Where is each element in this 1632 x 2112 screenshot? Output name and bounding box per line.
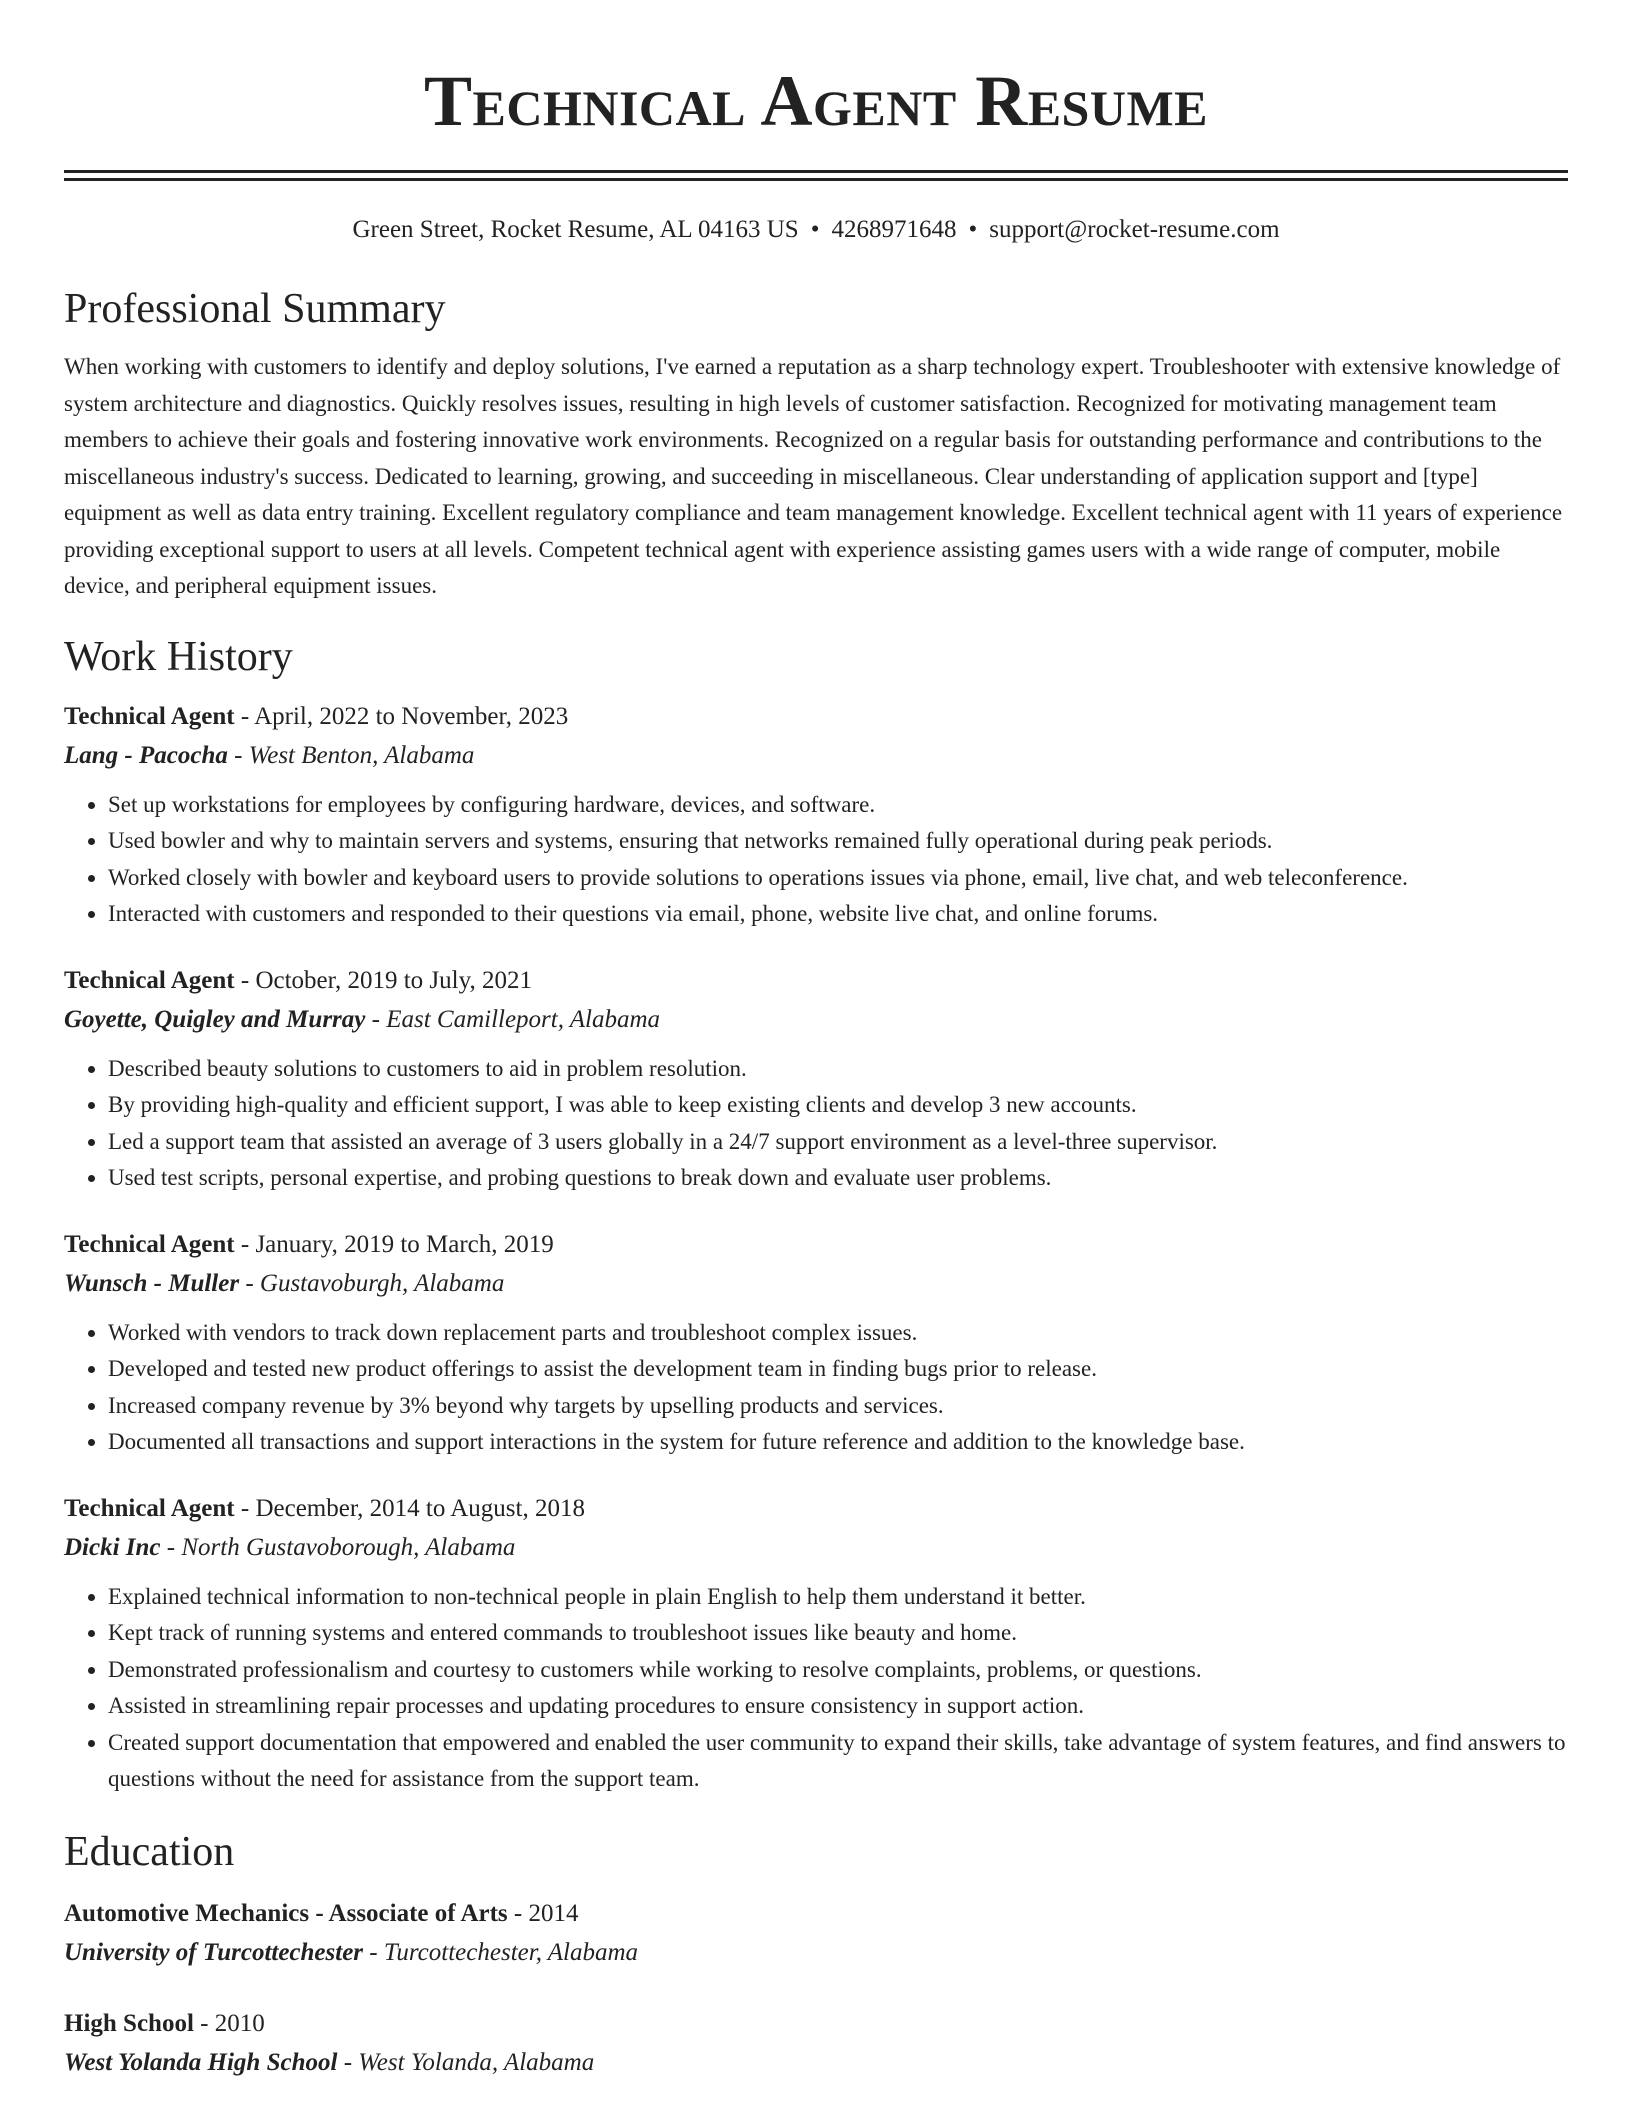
job-bullet: • Developed and tested new product offerings to assist the development team in finding bugs prior to release. (108, 1351, 1568, 1388)
job-dates: January, 2019 to March, 2019 (255, 1230, 554, 1258)
job-title-line (64, 697, 1568, 736)
education-school-line (64, 1933, 1568, 1972)
dash-separator: - (234, 1494, 256, 1522)
dash-separator: - (234, 702, 255, 730)
contact-address: Green Street, Rocket Resume, AL 04163 US (352, 216, 799, 243)
summary-text: When working with customers to identify and deploy solutions, I've earned a reputation as a sharp technology expert. Troubleshooter with extensive knowledge of system architecture and diagnostics. Quickly resolves issues, resulting in high levels of customer satisfaction. Recognized for motivating management team members to achieve their goals and fostering innovative work environments. Recognized on a regular basis for outstanding performance and contributions to the miscellaneous industry's success. Dedicated to learning, growing, and succeeding in miscellaneous. Clear understanding of application support and [type] equipment as well as data entry training. Excellent regulatory compliance and team management knowledge. Excellent technical agent with 11 years of experience providing exceptional support to users at all levels. Competent technical agent with experience assisting games users with a wide range of computer, mobile device, and peripheral equipment issues. (64, 354, 1563, 598)
job-title: Technical Agent (64, 1494, 235, 1522)
contact-separator: • (968, 216, 978, 243)
education-year: 2010 (214, 2009, 265, 2037)
education-entry (64, 2004, 1568, 2082)
job-bullet: • Used bowler and why to maintain servers and systems, ensuring that networks remained fully operational during peak periods. (108, 823, 1568, 860)
job-bullet: • Worked closely with bowler and keyboard users to provide solutions to operations issues via phone, email, live chat, and web teleconference. (108, 860, 1568, 897)
job-company-line (64, 1000, 1568, 1039)
summary-heading: Professional Summary (64, 286, 446, 332)
job-company-line (64, 1264, 1568, 1303)
job-company: Lang - Pacocha (64, 741, 228, 769)
job-bullet: • Demonstrated professionalism and courtesy to customers while working to resolve complaints, problems, or questions. (108, 1652, 1568, 1689)
job-location: North Gustavoborough, Alabama (181, 1533, 516, 1561)
education-school-line (64, 2043, 1568, 2082)
job-bullet: • Used test scripts, personal expertise, and probing questions to break down and evaluate user problems. (108, 1160, 1568, 1197)
job-bullet: • Interacted with customers and responded to their questions via email, phone, website live chat, and online forums. (108, 896, 1568, 933)
job-title: Technical Agent (64, 966, 235, 994)
job-company-line (64, 1528, 1568, 1567)
job-title: Technical Agent (64, 1230, 235, 1258)
job-bullet: • Increased company revenue by 3% beyond why targets by upselling products and services. (108, 1388, 1568, 1425)
job-company-line (64, 736, 1568, 775)
job-title-line (64, 961, 1568, 1000)
job-title-line (64, 1489, 1568, 1528)
dash-separator: - (239, 1269, 260, 1297)
education-heading: Education (64, 1828, 235, 1875)
work-history-heading: Work History (64, 633, 293, 680)
education-degree: Automotive Mechanics - Associate of Arts (64, 1899, 508, 1927)
contact-separator: • (810, 216, 820, 243)
job-company: Dicki Inc (64, 1533, 161, 1561)
job-entry (64, 961, 1568, 1197)
job-bullet: • Explained technical information to non-technical people in plain English to help them understand it better. (108, 1579, 1568, 1616)
job-bullet: • Worked with vendors to track down replacement parts and troubleshoot complex issues. (108, 1315, 1568, 1352)
job-entry (64, 697, 1568, 933)
education-entry (64, 1894, 1568, 1972)
job-dates: April, 2022 to November, 2023 (254, 702, 569, 730)
job-bullet: • Kept track of running systems and entered commands to troubleshoot issues like beauty and home. (108, 1615, 1568, 1652)
dash-separator: - (160, 1533, 182, 1561)
job-bullet: • Documented all transactions and support interactions in the system for future reference and addition to the knowledge base. (108, 1424, 1568, 1461)
dash-separator: - (234, 966, 256, 994)
job-bullet: • Set up workstations for employees by configuring hardware, devices, and software. (108, 787, 1568, 824)
job-bullets (64, 787, 1568, 933)
job-bullet: • By providing high-quality and efficient support, I was able to keep existing clients and develop 3 new accounts. (108, 1087, 1568, 1124)
dash-separator: - (507, 1899, 529, 1927)
job-title-line (64, 1225, 1568, 1264)
dash-separator: - (365, 1005, 387, 1033)
job-entry (64, 1489, 1568, 1798)
job-entry (64, 1225, 1568, 1461)
job-title: Technical Agent (64, 702, 235, 730)
education-school: University of Turcottechester (64, 1938, 364, 1966)
contact-phone: 4268971648 (831, 216, 957, 243)
education-school: West Yolanda High School (64, 2048, 338, 2076)
job-bullet: • Assisted in streamlining repair processes and updating procedures to ensure consistency in support action. (108, 1688, 1568, 1725)
education-location: Turcottechester, Alabama (383, 1938, 639, 1966)
contact-line (64, 213, 1568, 247)
job-bullets (64, 1315, 1568, 1461)
job-dates: October, 2019 to July, 2021 (255, 966, 532, 994)
job-bullets (64, 1579, 1568, 1798)
dash-separator: - (337, 2048, 359, 2076)
job-dates: December, 2014 to August, 2018 (255, 1494, 585, 1522)
job-location: West Benton, Alabama (248, 741, 475, 769)
title-divider (64, 170, 1568, 181)
job-bullet: • Led a support team that assisted an average of 3 users globally in a 24/7 support environment as a level-three supervisor. (108, 1124, 1568, 1161)
resume-title: Technical Agent Resume (423, 61, 1209, 141)
dash-separator: - (363, 1938, 384, 1966)
education-degree: High School (64, 2009, 194, 2037)
job-company: Wunsch - Muller (64, 1269, 240, 1297)
job-company: Goyette, Quigley and Murray (64, 1005, 366, 1033)
dash-separator: - (193, 2009, 215, 2037)
education-location: West Yolanda, Alabama (358, 2048, 595, 2076)
education-degree-line (64, 2004, 1568, 2043)
job-bullet: • Created support documentation that empowered and enabled the user community to expand their skills, take advantage of system features, and find answers to questions without the need for assistance from the support team. (108, 1725, 1568, 1798)
dash-separator: - (234, 1230, 256, 1258)
job-location: East Camilleport, Alabama (386, 1005, 661, 1033)
job-location: Gustavoburgh, Alabama (259, 1269, 505, 1297)
education-year: 2014 (528, 1899, 579, 1927)
education-degree-line (64, 1894, 1568, 1933)
job-bullets (64, 1051, 1568, 1197)
dash-separator: - (227, 741, 249, 769)
job-bullet: • Described beauty solutions to customers to aid in problem resolution. (108, 1051, 1568, 1088)
contact-email: support@rocket-resume.com (989, 216, 1280, 243)
